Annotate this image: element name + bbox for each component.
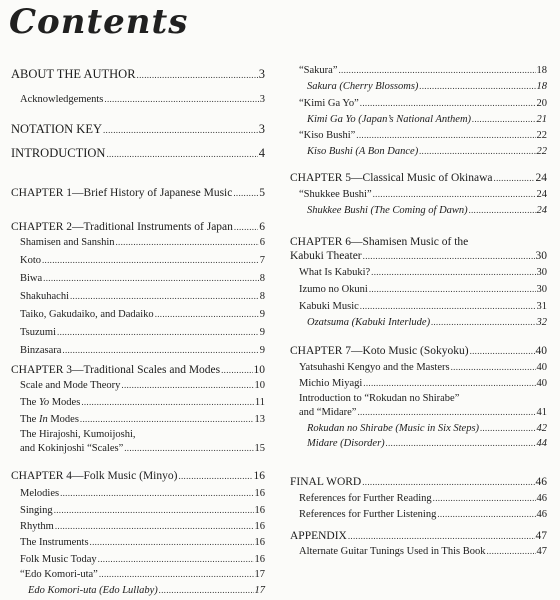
toc-entry-introduction[interactable]: [11, 147, 265, 160]
toc-entry-label: and Kokinjoshi “Scales”: [20, 443, 124, 454]
toc-entry-label: Yatsuhashi Kengyo and the Masters: [299, 362, 450, 373]
toc-entry-label: What Is Kabuki?: [299, 267, 371, 278]
toc-entry-rhythm[interactable]: [20, 520, 265, 533]
toc-entry-label: Kimi Ga Yo (Japan’s National Anthem): [307, 114, 472, 125]
toc-entry-label: CHAPTER 2—Traditional Instruments of Japan: [11, 221, 233, 233]
toc-entry-biwa[interactable]: [20, 272, 265, 285]
toc-entry-label: Koto: [20, 255, 41, 266]
toc-page-number: 30: [535, 250, 547, 262]
toc-entry-label: CHAPTER 5—Classical Music of Okinawa: [290, 172, 493, 184]
dot-leader: [54, 504, 254, 516]
toc-entry-kiso-bushi-song[interactable]: [307, 145, 547, 158]
dot-leader: [121, 379, 253, 391]
toc-page-number: 16: [254, 488, 265, 499]
toc-page-number: 3: [258, 67, 265, 81]
toc-entry-edo-komori-uta[interactable]: [20, 568, 265, 581]
page-title: Contents: [9, 2, 189, 42]
toc-page-number: 16: [254, 521, 265, 532]
toc-page-number: 16: [254, 505, 265, 516]
toc-entry-chapter-6-line1[interactable]: CHAPTER 6—Shamisen Music of the: [290, 236, 469, 248]
toc-entry-chapter-2[interactable]: [11, 221, 265, 233]
toc-page-number: 46: [536, 509, 547, 520]
toc-entry-in-modes[interactable]: [20, 413, 265, 426]
toc-entry-izumo-no-okuni[interactable]: [299, 283, 547, 296]
toc-entry-kimi-ga-yo[interactable]: [299, 97, 547, 110]
toc-entry-chapter-7[interactable]: [290, 345, 547, 357]
toc-page-number: 40: [536, 362, 547, 373]
dot-leader: [80, 413, 254, 425]
toc-page-number: 16: [254, 554, 265, 565]
dot-leader: [221, 364, 252, 376]
dot-leader: [472, 113, 535, 125]
toc-page-number: 22: [536, 130, 547, 141]
dot-leader: [70, 290, 259, 302]
toc-entry-further-reading[interactable]: [299, 492, 547, 505]
toc-entry-label: Rhythm: [20, 521, 54, 532]
dot-leader: [338, 64, 535, 76]
toc-entry-chapter-5[interactable]: [290, 172, 547, 184]
toc-entry-about-author[interactable]: [11, 68, 265, 81]
toc-entry-hirajoshi[interactable]: [20, 442, 265, 455]
toc-entry-label: Scale and Mode Theory: [20, 380, 121, 391]
toc-page-number: 10: [253, 364, 265, 376]
toc-entry-appendix[interactable]: [290, 530, 547, 542]
toc-entry-taiko[interactable]: [20, 308, 265, 321]
dot-leader: [178, 470, 252, 482]
dot-leader: [106, 148, 257, 160]
toc-page-number: 18: [536, 81, 547, 92]
toc-page-number: 8: [259, 291, 265, 302]
toc-entry-edo-lullaby[interactable]: [28, 584, 265, 597]
toc-page-number: 47: [536, 546, 547, 557]
toc-entry-label: Midare (Disorder): [307, 438, 385, 449]
dot-leader: [116, 236, 259, 248]
toc-page-number: 40: [535, 345, 547, 357]
toc-page-number: 42: [536, 423, 547, 434]
label-italic: In: [38, 414, 48, 425]
dot-leader: [62, 344, 258, 356]
toc-entry-label: Biwa: [20, 273, 43, 284]
dot-leader: [451, 361, 536, 373]
toc-entry-scale-theory[interactable]: [20, 379, 265, 392]
toc-page-number: 24: [536, 189, 547, 200]
toc-entry-label: and “Midare”: [299, 407, 357, 418]
label-prefix: The: [20, 397, 39, 408]
toc-entry-michio-miyagi[interactable]: [299, 377, 547, 390]
toc-page-number: 7: [259, 255, 265, 266]
toc-entry-label: The Instruments: [20, 537, 89, 548]
dot-leader: [362, 476, 534, 488]
toc-page-number: 30: [536, 284, 547, 295]
toc-page-number: 46: [536, 493, 547, 504]
toc-entry-label: [20, 414, 79, 426]
dot-leader: [57, 326, 259, 338]
toc-page-number: 18: [536, 65, 547, 76]
dot-leader: [234, 221, 258, 233]
toc-entry-guitar-tunings[interactable]: [299, 545, 547, 558]
toc-entry-acknowledgements[interactable]: [20, 93, 265, 106]
toc-entry-kimi-ga-yo-song[interactable]: [307, 113, 547, 126]
toc-entry-sakura[interactable]: [299, 64, 547, 77]
toc-page-number: 8: [259, 273, 265, 284]
toc-entry-kabuki-music[interactable]: [299, 300, 547, 313]
toc-entry-chapter-6[interactable]: [290, 250, 547, 262]
toc-entry-label: Folk Music Today: [20, 554, 97, 565]
toc-entry-kiso-bushi[interactable]: [299, 129, 547, 142]
dot-leader: [43, 272, 259, 284]
dot-leader: [371, 266, 535, 278]
toc-entry-label: Binzasara: [20, 345, 62, 356]
dot-leader: [373, 188, 536, 200]
label-italic: Yo: [38, 397, 50, 408]
toc-entry-label: INTRODUCTION: [11, 146, 106, 160]
dot-leader: [431, 316, 535, 328]
toc-page-number: 24: [535, 172, 547, 184]
dot-leader: [98, 553, 254, 565]
toc-entry-label: APPENDIX: [290, 530, 347, 542]
toc-entry-label: Melodies: [20, 488, 60, 499]
dot-leader: [419, 145, 535, 157]
toc-entry-label: “Kimi Ga Yo”: [299, 98, 359, 109]
toc-page-number: 47: [535, 530, 547, 542]
toc-entry-label: References for Further Listening: [299, 509, 437, 520]
dot-leader: [437, 508, 535, 520]
dot-leader: [357, 406, 535, 418]
toc-entry-notation-key[interactable]: [11, 123, 265, 136]
dot-leader: [363, 250, 535, 262]
dot-leader: [469, 204, 536, 216]
toc-entry-label: Rokudan no Shirabe (Music in Six Steps): [307, 423, 480, 434]
dot-leader: [369, 283, 536, 295]
toc-entry-label: Singing: [20, 505, 53, 516]
toc-entry-label: CHAPTER 3—Traditional Scales and Modes: [11, 364, 221, 376]
toc-entry-rokudan-intro-line1[interactable]: Introduction to “Rokudan no Shirabe”: [299, 393, 460, 404]
toc-entry-label: Edo Komori-uta (Edo Lullaby): [28, 585, 158, 596]
label-suffix: Modes: [47, 414, 79, 425]
toc-entry-melodies[interactable]: [20, 487, 265, 500]
dot-leader: [99, 568, 254, 580]
toc-page-number: 17: [254, 569, 265, 580]
dot-leader: [90, 536, 254, 548]
toc-page-number: 44: [536, 438, 547, 449]
toc-entry-hirajoshi-line1[interactable]: The Hirajoshi, Kumoijoshi,: [20, 429, 136, 440]
toc-page-number: 9: [259, 345, 265, 356]
dot-leader: [233, 187, 258, 199]
toc-page-number: 10: [254, 380, 265, 391]
toc-entry-label: Tsuzumi: [20, 327, 57, 338]
dot-leader: [486, 545, 535, 557]
toc-entry-label: CHAPTER 1—Brief History of Japanese Music: [11, 187, 233, 199]
toc-page-number: 11: [254, 397, 265, 408]
toc-entry-label: Kabuki Music: [299, 301, 359, 312]
toc-entry-koto[interactable]: [20, 254, 265, 267]
toc-entry-label: Shukkee Bushi (The Coming of Dawn): [307, 205, 468, 216]
toc-page-number: 32: [536, 317, 547, 328]
toc-entry-label: NOTATION KEY: [11, 122, 102, 136]
toc-page-number: 3: [259, 94, 265, 105]
toc-entry-tsuzumi[interactable]: [20, 326, 265, 339]
toc-entry-shamisen[interactable]: [20, 236, 265, 249]
dot-leader: [55, 520, 254, 532]
toc-page-number: 41: [536, 407, 547, 418]
dot-leader: [480, 422, 535, 434]
toc-entry-label: Izumo no Okuni: [299, 284, 368, 295]
toc-entry-label: Ozatsuma (Kabuki Interlude): [307, 317, 431, 328]
toc-entry-label: CHAPTER 7—Koto Music (Sokyoku): [290, 345, 469, 357]
dot-leader: [60, 487, 253, 499]
toc-entry-label: Michio Miyagi: [299, 378, 363, 389]
toc-entry-ozatsuma[interactable]: [307, 316, 547, 329]
toc-entry-label: “Shukkee Bushi”: [299, 189, 372, 200]
toc-page-number: 6: [259, 237, 265, 248]
toc-page-number: 9: [259, 309, 265, 320]
label-suffix: Modes: [49, 397, 81, 408]
toc-page-number: 46: [535, 476, 547, 488]
dot-leader: [81, 396, 254, 408]
toc-page-number: 5: [259, 187, 265, 199]
toc-page-number: 4: [258, 146, 265, 160]
dot-leader: [137, 69, 258, 81]
toc-page-number: 40: [536, 378, 547, 389]
toc-entry-midare-song[interactable]: [307, 437, 547, 450]
toc-entry-label: “Kiso Bushi”: [299, 130, 356, 141]
toc-entry-label: Shamisen and Sanshin: [20, 237, 115, 248]
dot-leader: [386, 437, 536, 449]
toc-page-number: 31: [536, 301, 547, 312]
toc-entry-rokudan-song[interactable]: [307, 422, 547, 435]
toc-entry-shukkee-bushi-song[interactable]: [307, 204, 547, 217]
dot-leader: [104, 93, 258, 105]
toc-entry-label: Acknowledgements: [20, 94, 104, 105]
toc-entry-label: ABOUT THE AUTHOR: [11, 67, 136, 81]
dot-leader: [360, 300, 536, 312]
toc-entry-label: “Sakura”: [299, 65, 338, 76]
toc-page-number: 13: [254, 414, 265, 425]
toc-page-number: 22: [536, 146, 547, 157]
dot-leader: [155, 308, 259, 320]
toc-entry-label: Sakura (Cherry Blossoms): [307, 81, 419, 92]
toc-entry-yatsuhashi[interactable]: [299, 361, 547, 374]
toc-entry-further-listening[interactable]: [299, 508, 547, 521]
toc-entry-label: “Edo Komori-uta”: [20, 569, 98, 580]
dot-leader: [360, 97, 536, 109]
dot-leader: [419, 80, 535, 92]
toc-entry-instruments[interactable]: [20, 536, 265, 549]
toc-entry-label: Alternate Guitar Tunings Used in This Book: [299, 546, 486, 557]
dot-leader: [363, 377, 535, 389]
dot-leader: [159, 584, 254, 596]
toc-page-number: 16: [254, 537, 265, 548]
toc-page-number: 24: [536, 205, 547, 216]
toc-entry-shukkee-bushi[interactable]: [299, 188, 547, 201]
toc-page-number: 3: [258, 122, 265, 136]
toc-page-number: 6: [259, 221, 265, 233]
toc-entry-label: Kiso Bushi (A Bon Dance): [307, 146, 419, 157]
dot-leader: [356, 129, 535, 141]
toc-entry-sakura-song[interactable]: [307, 80, 547, 93]
toc-entry-singing[interactable]: [20, 504, 265, 517]
toc-entry-what-is-kabuki[interactable]: [299, 266, 547, 279]
dot-leader: [494, 172, 535, 184]
dot-leader: [348, 530, 535, 542]
toc-entry-label: References for Further Reading: [299, 493, 432, 504]
toc-page-number: 16: [253, 470, 265, 482]
toc-page-number: 15: [254, 443, 265, 454]
toc-page-number: 9: [259, 327, 265, 338]
dot-leader: [124, 442, 253, 454]
toc-entry-final-word[interactable]: [290, 476, 547, 488]
toc-entry-label: Shakuhachi: [20, 291, 69, 302]
toc-entry-label: Taiko, Gakudaiko, and Dadaiko: [20, 309, 154, 320]
toc-entry-folk-today[interactable]: [20, 553, 265, 566]
toc-entry-label: [20, 397, 80, 409]
dot-leader: [470, 345, 535, 357]
dot-leader: [103, 124, 258, 136]
toc-entry-chapter-3[interactable]: [11, 364, 265, 376]
toc-entry-rokudan-intro[interactable]: [299, 406, 547, 419]
toc-entry-shakuhachi[interactable]: [20, 290, 265, 303]
toc-page-number: 17: [254, 585, 265, 596]
toc-page-number: 21: [536, 114, 547, 125]
dot-leader: [42, 254, 259, 266]
toc-entry-label: Kabuki Theater: [290, 250, 362, 262]
toc-entry-binzasara[interactable]: [20, 344, 265, 357]
dot-leader: [433, 492, 536, 504]
toc-entry-label: CHAPTER 4—Folk Music (Minyo): [11, 470, 178, 482]
toc-entry-chapter-1[interactable]: [11, 187, 265, 199]
label-prefix: The: [20, 414, 39, 425]
toc-entry-chapter-4[interactable]: [11, 470, 265, 482]
toc-page-number: 20: [536, 98, 547, 109]
toc-page-number: 30: [536, 267, 547, 278]
toc-entry-label: FINAL WORD: [290, 476, 362, 488]
toc-entry-yo-modes[interactable]: [20, 396, 265, 409]
